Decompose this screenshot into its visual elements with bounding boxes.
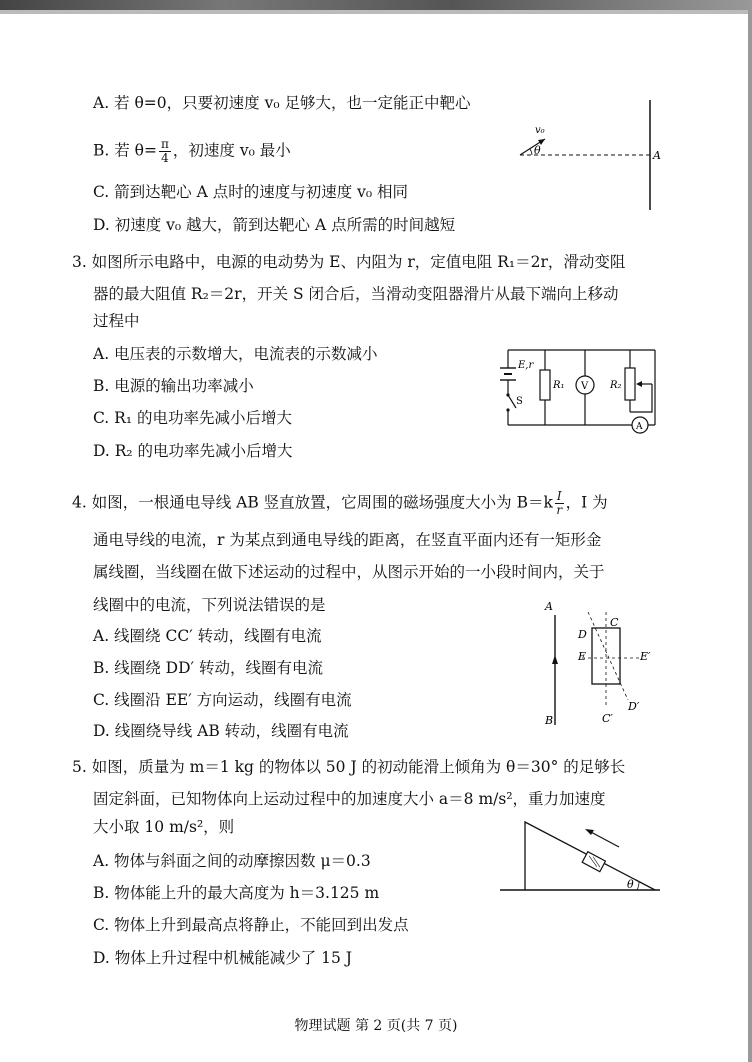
b-frac-den: 4 (161, 151, 169, 165)
circuit-figure (490, 340, 680, 435)
q5-option-c: C. 物体上升到最高点将静止，不能回到出发点 (93, 916, 409, 934)
archery-figure (500, 95, 670, 215)
q4-stem-2: 通电导线的电流，r 为某点到通电导线的距离，在竖直平面内还有一矩形金 (93, 531, 602, 549)
label-theta: θ (627, 878, 634, 891)
label-r1: R₁ (553, 380, 565, 391)
q4-stem-4: 线圈中的电流，下列说法错误的是 (93, 596, 326, 614)
label-v: V (581, 381, 589, 392)
incline-figure (495, 805, 670, 905)
label-v0: v₀ (535, 125, 545, 136)
label-D: D (578, 628, 587, 641)
scan-edge-right (748, 0, 752, 1062)
block (582, 852, 605, 872)
q2-option-b: B. 若 θ= $\frac{\pi}{4}$ ，初速度 v₀ 最小 (93, 137, 291, 165)
q4-stem-3: 属线圈，当线圈在做下述运动的过程中，从图示开始的一小段时间内，关于 (93, 563, 605, 581)
label-C: C (610, 616, 619, 629)
q4-frac-den: r (556, 503, 563, 517)
label-C-prime: C′ (602, 712, 613, 725)
label-A: A (545, 600, 553, 613)
q2-option-d: D. 初速度 v₀ 越大，箭到达靶心 A 点所需的时间越短 (93, 216, 456, 234)
q4-stem-1: 4. 如图，一根通电导线 AB 竖直放置，它周围的磁场强度大小为 B＝k $\frac{I}{r}$ ，I 为 (72, 489, 608, 517)
q2-option-a: A. 若 θ=0，只要初速度 v₀ 足够大，也一定能正中靶心 (93, 94, 471, 112)
q3-option-b: B. 电源的输出功率减小 (93, 377, 254, 395)
q3-option-d: D. R₂ 的电功率先减小后增大 (93, 442, 293, 460)
wire-coil-figure (540, 590, 665, 730)
slider-arrow-icon (636, 381, 642, 387)
label-s: S (516, 396, 523, 407)
q3-option-a: A. 电压表的示数增大，电流表的示数减小 (93, 345, 378, 363)
q3-stem-3: 过程中 (93, 312, 140, 330)
q3-option-c: C. R₁ 的电功率先减小后增大 (93, 409, 292, 427)
q4-frac-num: I (556, 489, 562, 503)
resistor-r1 (540, 370, 550, 400)
label-D-prime: D′ (628, 700, 640, 713)
scan-edge-top-2 (0, 10, 752, 14)
angle-arc (530, 149, 532, 155)
label-A: A (653, 149, 661, 162)
q4-option-b: B. 线圈绕 DD′ 转动，线圈有电流 (93, 659, 323, 677)
q2-option-c: C. 箭到达靶心 A 点时的速度与初速度 v₀ 相同 (93, 183, 409, 201)
q4-option-d: D. 线圈绕导线 AB 转动，线圈有电流 (93, 722, 349, 740)
q4-option-a: A. 线圈绕 CC′ 转动，线圈有电流 (93, 627, 322, 645)
q5-option-b: B. 物体能上升的最大高度为 h＝3.125 m (93, 884, 380, 902)
page-footer: 物理试题 第 2 页(共 7 页) (294, 1018, 458, 1034)
q5-option-a: A. 物体与斜面之间的动摩擦因数 μ＝0.3 (93, 852, 371, 870)
label-B: B (545, 714, 554, 727)
q3-stem-2: 器的最大阻值 R₂＝2r，开关 S 闭合后，当滑动变阻器滑片从最下端向上移动 (93, 285, 619, 303)
label-r2: R₂ (610, 380, 622, 391)
q4-option-c: C. 线圈沿 EE′ 方向运动，线圈有电流 (93, 691, 352, 709)
motion-arrow-head-icon (585, 829, 594, 835)
label-E: E (578, 650, 587, 663)
axis-dd (588, 612, 628, 700)
current-arrow-icon (552, 655, 558, 664)
label-theta: θ (534, 144, 541, 157)
rheostat-r2 (625, 368, 635, 400)
q5-stem-3: 大小取 10 m/s²，则 (93, 818, 235, 836)
label-er: E,r (518, 360, 534, 371)
motion-arrow (589, 831, 619, 847)
q5-option-d: D. 物体上升过程中机械能减少了 15 J (93, 949, 353, 967)
q5-stem-1: 5. 如图，质量为 m＝1 kg 的物体以 50 J 的初动能滑上倾角为 θ＝30° 的足够长 (72, 758, 626, 776)
q3-stem-1: 3. 如图所示电路中，电源的电动势为 E、内阻为 r，定值电阻 R₁＝2r，滑动变阻 (72, 253, 626, 271)
switch (508, 395, 516, 408)
angle-arc (637, 882, 639, 890)
q5-stem-2: 固定斜面，已知物体向上运动过程中的加速度大小 a＝8 m/s²，重力加速度 (93, 790, 606, 808)
label-E-prime: E′ (640, 650, 651, 663)
b-frac-num: π (161, 137, 169, 151)
label-ammeter-a: A (636, 422, 643, 432)
scan-edge-top (0, 0, 752, 10)
